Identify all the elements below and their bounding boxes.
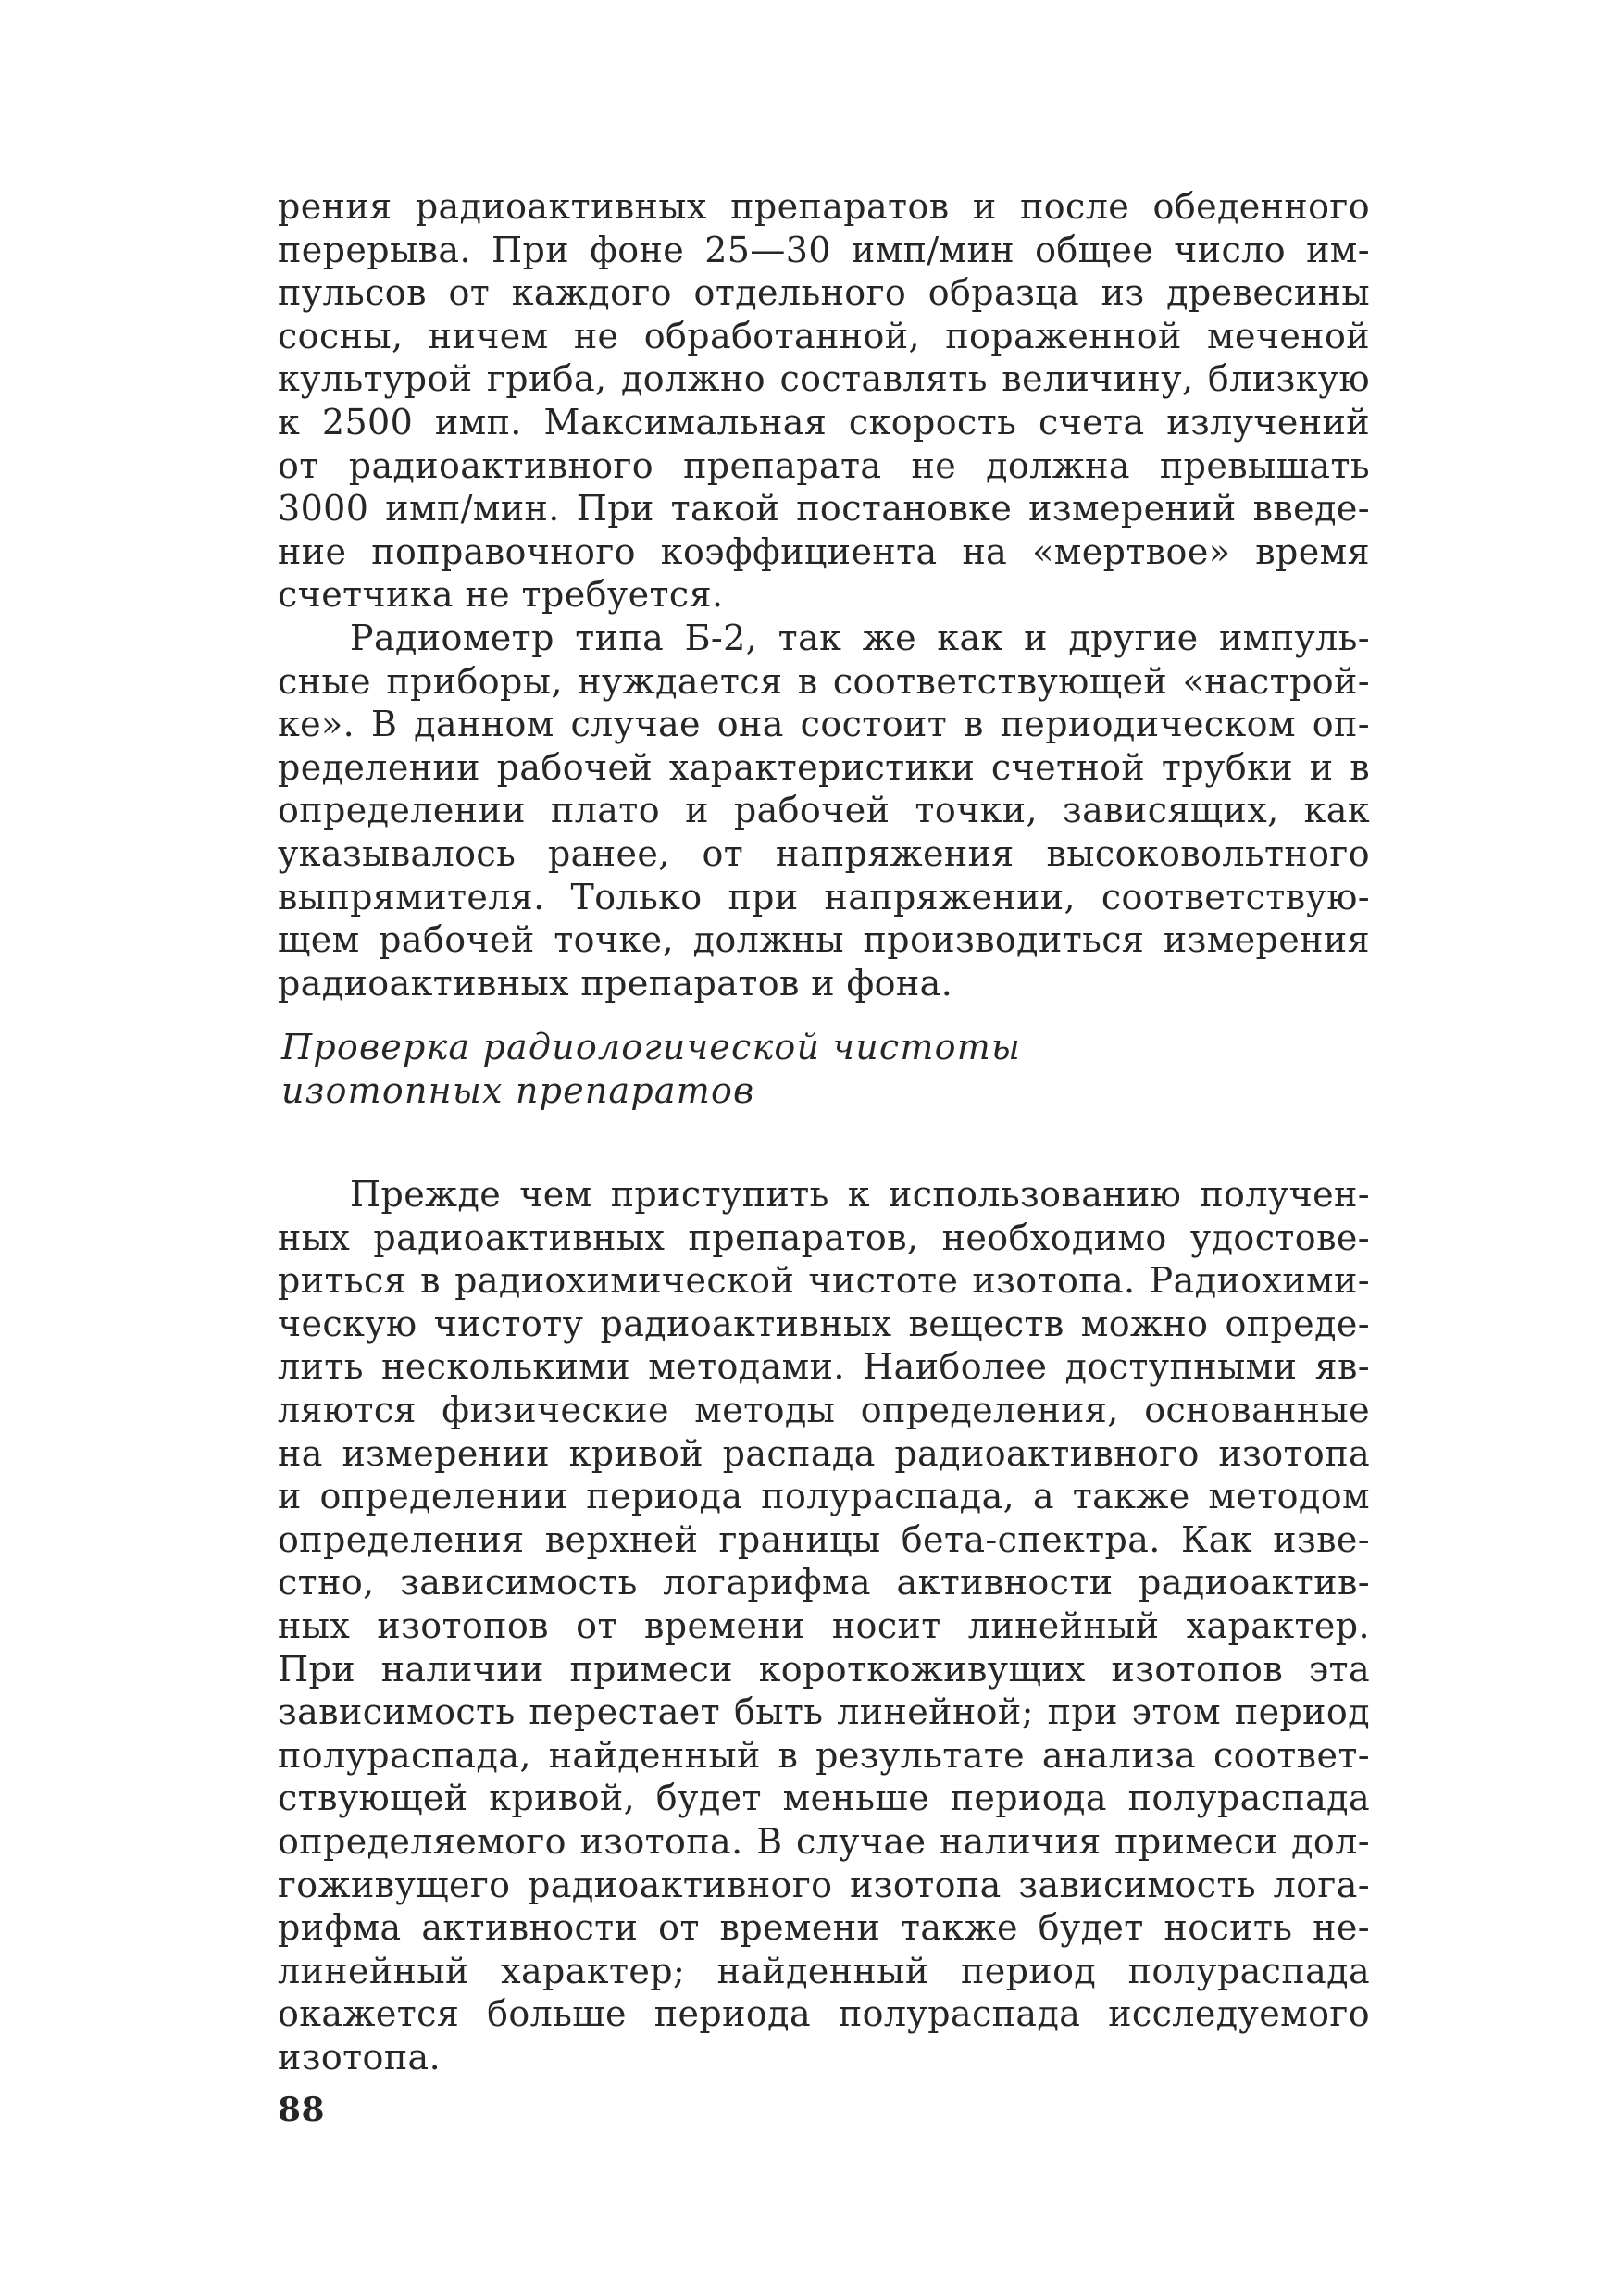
text-line: указывалось ранее, от напряжения высоковольтного (278, 832, 1370, 874)
paragraph-2 (278, 617, 1370, 1004)
text-line: полураспада, найденный в результате анализа соответ- (278, 1734, 1370, 1776)
text-line: линейный характер; найденный период полураспада (278, 1950, 1370, 1991)
paragraph-3 (278, 1173, 1370, 2078)
text-line: риться в радиохимической чистоте изотопа. Радиохими- (278, 1260, 1370, 1302)
text-line: стно, зависимость логарифма активности радиоактив- (278, 1562, 1370, 1603)
text-line: ных радиоактивных препаратов, необходимо удостове- (278, 1217, 1370, 1258)
text-line: к 2500 имп. Максимальная скорость счета излучений (278, 401, 1370, 443)
text-line: пульсов от каждого отдельного образца из древесины (278, 272, 1370, 314)
heading-line: Проверка радиологической чистоты (281, 1027, 1022, 1067)
text-line: на измерении кривой распада радиоактивного изотопа (278, 1432, 1370, 1474)
text-line: определении плато и рабочей точки, зависящих, как (278, 790, 1370, 831)
paragraph-1 (278, 185, 1370, 617)
text-line: 3000 имп/мин. При такой постановке измерений введе- (278, 488, 1370, 530)
text-line: изотопа. (278, 2036, 442, 2078)
text-line: счетчика не требуется. (278, 574, 724, 616)
text-line: лить несколькими методами. Наиболее доступными яв- (278, 1346, 1370, 1388)
text-line: ных изотопов от времени носит линейный характер. (278, 1604, 1370, 1646)
text-line: сные приборы, нуждается в соответствующей «настрой- (278, 660, 1370, 702)
text-line: рения радиоактивных препаратов и после обеденного (278, 186, 1370, 227)
text-line: ческую чистоту радиоактивных веществ можно опреде- (278, 1303, 1370, 1344)
text-line: сосны, ничем не обработанной, пораженной меченой (278, 315, 1370, 356)
text-line: ределении рабочей характеристики счетной трубки и в (278, 746, 1370, 788)
text-line: ние поправочного коэффициента на «мертвое» время (278, 530, 1370, 572)
text-line: Радиометр типа Б-2, так же как и другие импуль- (350, 618, 1370, 658)
text-line: от радиоактивного препарата не должна превышать (278, 444, 1370, 486)
heading-line: изотопных препаратов (281, 1070, 755, 1111)
text-line: перерыва. При фоне 25—30 имп/мин общее число им- (278, 229, 1370, 270)
text-line: ляются физические методы определения, основанные (278, 1389, 1370, 1430)
text-line: радиоактивных препаратов и фона. (278, 962, 953, 1004)
text-line: При наличии примеси короткоживущих изотопов эта (278, 1648, 1370, 1690)
text-line: и определении периода полураспада, а также методом (278, 1476, 1370, 1517)
text-line: окажется больше периода полураспада исследуемого (278, 1993, 1370, 2035)
section-heading (281, 1026, 1021, 1113)
text-line: рифма активности от времени также будет носить не- (278, 1907, 1370, 1949)
page-number: 88 (278, 2090, 326, 2129)
text-line: щем рабочей точке, должны производиться измерения (278, 919, 1370, 961)
text-line: ствующей кривой, будет меньше периода полураспада (278, 1778, 1370, 1819)
text-line: гоживущего радиоактивного изотопа зависимость лога- (278, 1864, 1370, 1905)
text-line: определения верхней границы бета-спектра. Как изве- (278, 1518, 1370, 1560)
text-line: культурой гриба, должно составлять величину, близкую (278, 358, 1370, 400)
text-line: выпрямителя. Только при напряжении, соответствую- (278, 876, 1370, 917)
text-line: Прежде чем приступить к использованию получен- (350, 1174, 1370, 1215)
text-line: определяемого изотопа. В случае наличия примеси дол- (278, 1820, 1370, 1862)
text-line: ке». В данном случае она состоит в периодическом оп- (278, 704, 1370, 745)
text-line: зависимость перестает быть линейной; при этом период (278, 1691, 1370, 1733)
